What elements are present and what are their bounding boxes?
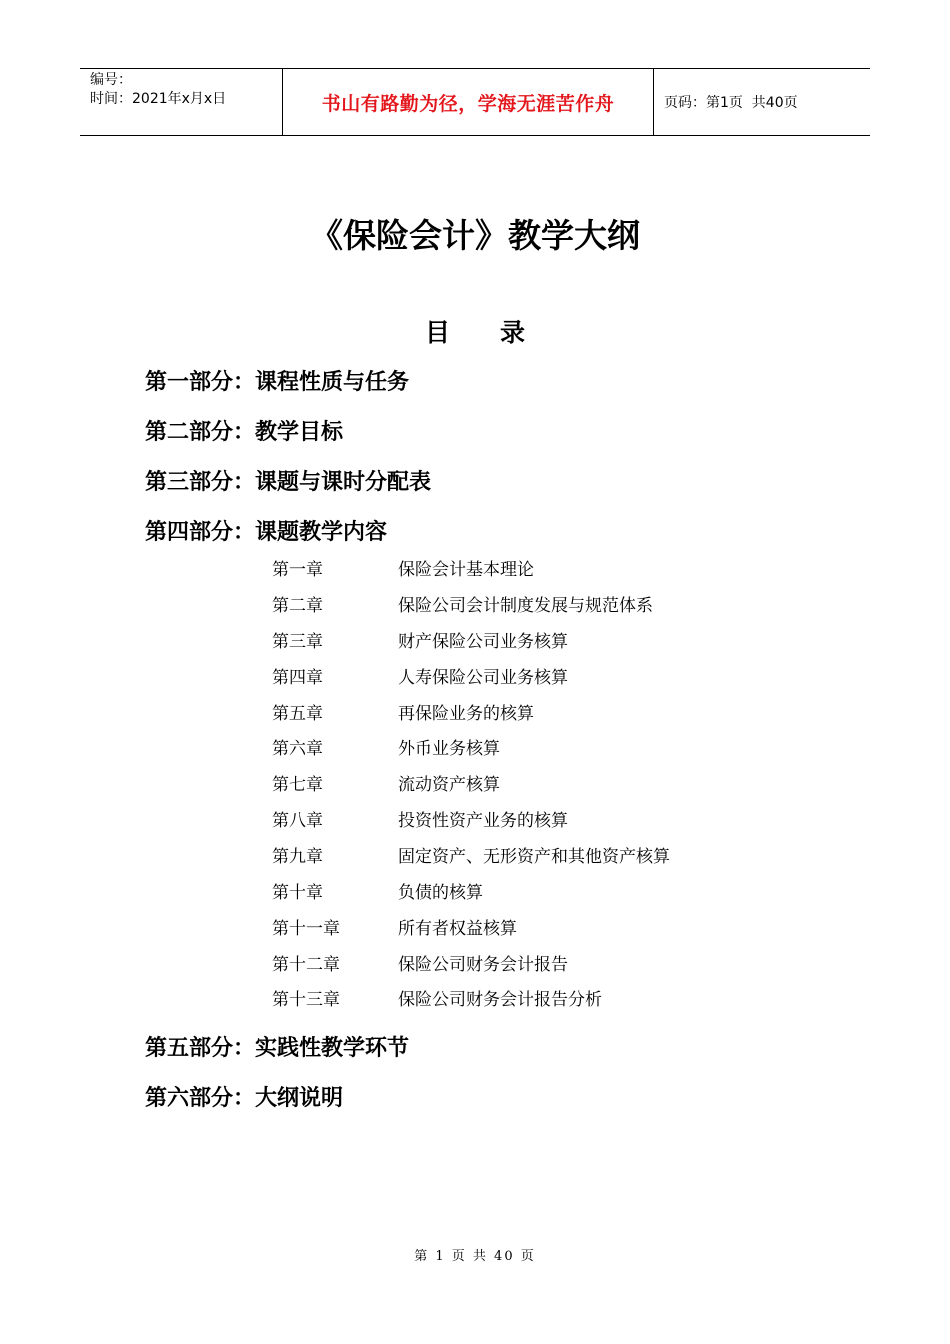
chapter-number: 第二章 [272, 596, 323, 616]
header-info-cell [80, 69, 282, 135]
chapter-name: 保险会计基本理论 [398, 560, 534, 580]
toc-part-2: 第二部分：教学目标 [145, 420, 344, 445]
chapter-number: 第十一章 [272, 919, 340, 939]
toc-part-6: 第六部分：大纲说明 [145, 1086, 344, 1111]
chapter-name: 流动资产核算 [398, 775, 500, 795]
chapter-number: 第四章 [272, 668, 323, 688]
toc-part-1: 第一部分：课程性质与任务 [145, 370, 410, 395]
chapter-number: 第六章 [272, 739, 323, 759]
chapter-name: 人寿保险公司业务核算 [398, 668, 568, 688]
chapter-name: 投资性资产业务的核算 [398, 811, 568, 831]
page-footer: 第 1 页 共 40 页 [414, 1249, 536, 1264]
document-title: 《保险会计》教学大纲 [310, 216, 640, 255]
header-motto-cell [282, 69, 654, 135]
chapter-name: 再保险业务的核算 [398, 704, 534, 724]
chapter-name: 财产保险公司业务核算 [398, 632, 568, 652]
chapter-name: 固定资产、无形资产和其他资产核算 [398, 847, 670, 867]
chapter-name: 外币业务核算 [398, 739, 500, 759]
document-number-label: 编号： [90, 72, 132, 88]
document-header [80, 68, 870, 136]
toc-part-4: 第四部分：课题教学内容 [145, 520, 388, 545]
chapter-number: 第五章 [272, 704, 323, 724]
document-time-label: 时间：2021年x月x日 [90, 91, 227, 107]
chapter-name: 保险公司财务会计报告 [398, 955, 568, 975]
chapter-number: 第一章 [272, 560, 323, 580]
toc-heading: 目录 [424, 318, 575, 347]
header-page-cell [654, 69, 870, 135]
chapter-number: 第九章 [272, 847, 323, 867]
chapter-number: 第十三章 [272, 990, 340, 1010]
chapter-number: 第十二章 [272, 955, 340, 975]
chapter-number: 第八章 [272, 811, 323, 831]
chapter-name: 保险公司财务会计报告分析 [398, 990, 602, 1010]
chapter-name: 负债的核算 [398, 883, 483, 903]
chapter-number: 第十章 [272, 883, 323, 903]
chapter-name: 保险公司会计制度发展与规范体系 [398, 596, 653, 616]
header-page-info: 页码：第1页 共40页 [664, 95, 798, 111]
chapter-number: 第三章 [272, 632, 323, 652]
chapter-name: 所有者权益核算 [398, 919, 517, 939]
chapter-number: 第七章 [272, 775, 323, 795]
toc-part-5: 第五部分：实践性教学环节 [145, 1036, 410, 1061]
toc-part-3: 第三部分：课题与课时分配表 [145, 470, 432, 495]
header-motto: 书山有路勤为径，学海无涯苦作舟 [321, 92, 615, 115]
